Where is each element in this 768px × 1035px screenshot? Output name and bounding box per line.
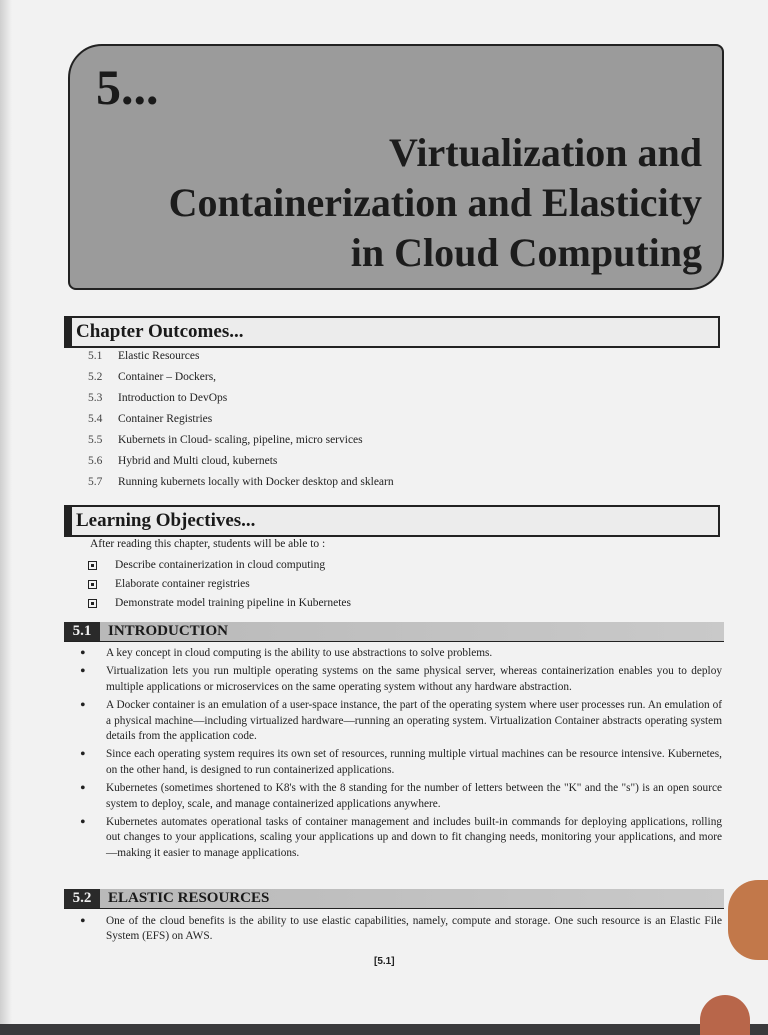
page-gutter-shadow bbox=[0, 0, 12, 1024]
list-item: Describe containerization in cloud computing bbox=[88, 556, 351, 575]
chapter-outcomes-heading: Chapter Outcomes... bbox=[64, 316, 720, 348]
chapter-title bbox=[102, 128, 702, 278]
list-item: • Kubernetes (sometimes shortened to K8's with the 8 standing for the number of letters between the "K" and the "s") is an open source system to deploy, scale, and manage containerized applications anywhere. bbox=[80, 780, 722, 810]
list-item: • Kubernetes automates operational tasks of container management and includes built-in commands for deploying applications, rolling out changes to your applications, scaling your applications up and down to fit changing needs, monitoring your applications, and more—making it easier to manage applications. bbox=[80, 814, 722, 859]
square-bullet-icon bbox=[88, 561, 97, 570]
square-bullet-icon bbox=[88, 599, 97, 608]
list-item: 5.1 Elastic Resources bbox=[88, 350, 200, 362]
list-item: 5.6 Hybrid and Multi cloud, kubernets bbox=[88, 455, 278, 467]
list-item: 5.4 Container Registries bbox=[88, 413, 213, 425]
outcomes-list bbox=[88, 346, 688, 493]
finger-photo-artifact bbox=[728, 880, 768, 960]
list-item: • A key concept in cloud computing is the ability to use abstractions to solve problems. bbox=[80, 645, 493, 662]
page-number: [5.1] bbox=[374, 956, 395, 967]
objectives-intro: After reading this chapter, students will be able to : bbox=[90, 538, 326, 550]
square-bullet-icon bbox=[88, 580, 97, 589]
section-heading-5-2: 5.2 ELASTIC RESOURCES bbox=[64, 889, 724, 909]
list-item: Elaborate container registries bbox=[88, 575, 351, 594]
list-item: 5.3 Introduction to DevOps bbox=[88, 392, 228, 404]
chapter-title-line: in Cloud Computing bbox=[350, 230, 702, 275]
list-item: 5.2 Container – Dockers, bbox=[88, 371, 217, 383]
list-item: • A Docker container is an emulation of a user-space instance, the part of the operating system where user processes run. An emulation of a physical machine—including virtualized hardware—running an operating system. Virtualization Container abstracts operating system details from the application code. bbox=[80, 697, 722, 743]
list-item: • One of the cloud benefits is the ability to use elastic capabilities, namely, compute and storage. One such resource is an Elastic File System (EFS) on AWS. bbox=[80, 913, 722, 943]
section-5-1-bullets bbox=[80, 646, 722, 864]
section-heading-5-1: 5.1 INTRODUCTION bbox=[64, 622, 724, 642]
list-item: 5.5 Kubernets in Cloud- scaling, pipeline, micro services bbox=[88, 434, 363, 446]
objectives-list bbox=[88, 556, 351, 613]
list-item: Demonstrate model training pipeline in Kubernetes bbox=[88, 594, 351, 613]
list-item: • Virtualization lets you run multiple operating systems on the same physical server, whereas containerization enables you to deploy multiple applications or microservices on the same operating system without any hardware abstraction. bbox=[80, 663, 722, 693]
list-item: • Since each operating system requires its own set of resources, running multiple virtual machines can be resource intensive. Kubernetes, on the other hand, is designed to run containerized applications. bbox=[80, 746, 722, 776]
list-item: 5.7 Running kubernets locally with Docker desktop and sklearn bbox=[88, 476, 394, 488]
chapter-title-line: Virtualization and bbox=[389, 130, 702, 175]
chapter-number: 5... bbox=[96, 59, 159, 115]
section-5-2-bullets bbox=[80, 914, 722, 948]
chapter-title-line: Containerization and Elasticity bbox=[168, 180, 702, 225]
learning-objectives-heading: Learning Objectives... bbox=[64, 505, 720, 537]
